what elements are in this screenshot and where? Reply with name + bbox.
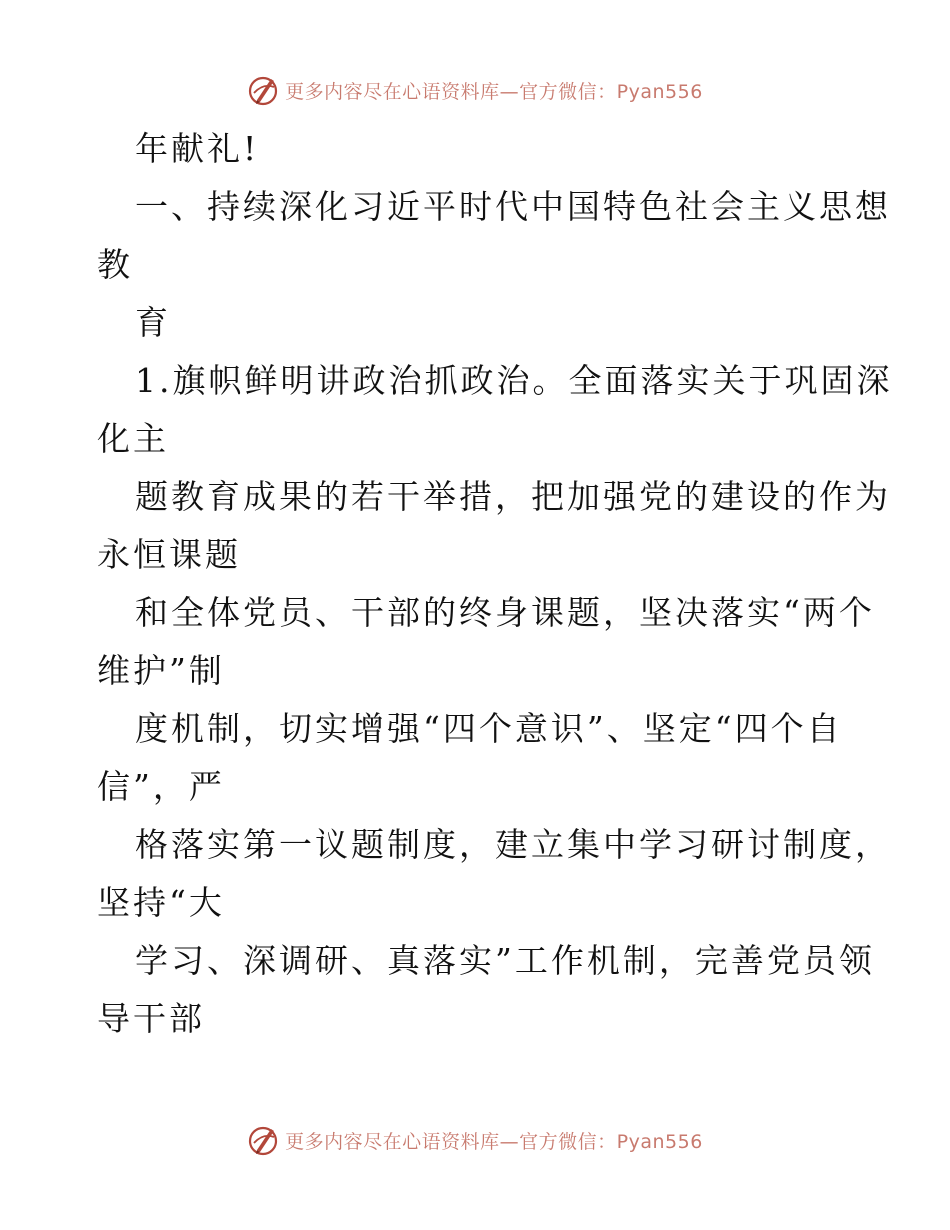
footer-banner-text: 更多内容尽在心语资料库—官方微信：Pyan556 xyxy=(285,1130,703,1153)
footer-banner xyxy=(0,1120,950,1160)
header-banner xyxy=(0,70,950,110)
text-line: 学习、深调研、真落实”工作机制，完善党员领 xyxy=(135,941,875,980)
document-body xyxy=(97,120,893,1048)
text-line: 教 xyxy=(97,245,133,284)
text-line: 导干部 xyxy=(97,999,205,1038)
text-line: 育 xyxy=(135,303,171,342)
text-line: 一、持续深化习近平时代中国特色社会主义思想 xyxy=(135,187,891,226)
text-line: 坚持“大 xyxy=(97,883,225,922)
text-line: 度机制，切实增强“四个意识”、坚定“四个自 xyxy=(135,709,843,748)
text-line: 题教育成果的若干举措，把加强党的建设的作为 xyxy=(135,477,891,516)
text-line: 和全体党员、干部的终身课题，坚决落实“两个 xyxy=(135,593,875,632)
text-line: 格落实第一议题制度，建立集中学习研讨制度， xyxy=(135,825,891,864)
header-banner-text: 更多内容尽在心语资料库—官方微信：Pyan556 xyxy=(285,80,703,103)
text-line: 1.旗帜鲜明讲政治抓政治。全面落实关于巩固深 xyxy=(135,361,893,400)
text-line: 永恒课题 xyxy=(97,535,241,574)
pen-globe-logo-icon xyxy=(247,73,281,107)
pen-globe-logo-icon xyxy=(247,1123,281,1157)
text-line: 信”，严 xyxy=(97,767,225,806)
text-line: 化主 xyxy=(97,419,169,458)
text-line: 年献礼! xyxy=(135,129,260,168)
text-line: 维护”制 xyxy=(97,651,225,690)
